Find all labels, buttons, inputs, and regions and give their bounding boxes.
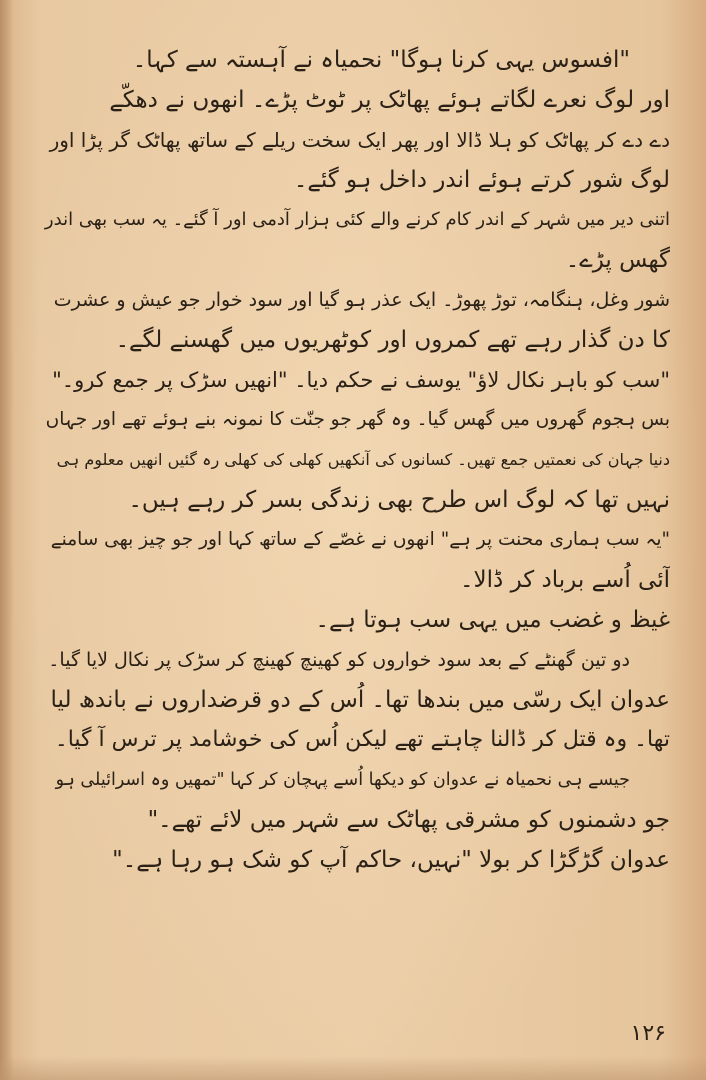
page-body-text bbox=[44, 40, 670, 880]
page-bottom-edge-shadow bbox=[0, 1056, 706, 1080]
text-line: "افسوس یہی کرنا ہوگا" نحمیاہ نے آہستہ سے کہا۔ bbox=[132, 47, 630, 73]
text-line: جیسے ہی نحمیاہ نے عدوان کو دیکھا اُسے پہچان کر کہا "تمھیں وہ اسرائیلی ہو bbox=[55, 770, 630, 790]
text-line: "سب کو باہر نکال لاؤ" یوسف نے حکم دیا۔ "انھیں سڑک پر جمع کرو۔" bbox=[52, 368, 670, 392]
page-number: ۱۲۶ bbox=[630, 1021, 666, 1046]
text-line: گھس پڑے۔ bbox=[565, 247, 670, 273]
text-line: اور لوگ نعرے لگاتے ہوئے پھاٹک پر ٹوٹ پڑے۔ انھوں نے دھکّے bbox=[109, 87, 670, 113]
text-line: عدوان ایک رسّی میں بندھا تھا۔ اُس کے دو قرضداروں نے باندھ لیا bbox=[50, 687, 670, 713]
text-line: تھا۔ وہ قتل کر ڈالنا چاہتے تھے لیکن اُس کی خوشامد پر ترس آ گیا۔ bbox=[54, 727, 670, 752]
page-left-edge-shadow bbox=[0, 0, 14, 1080]
text-line: "یہ سب ہماری محنت پر ہے" انھوں نے غصّے کے ساتھ کہا اور جو چیز بھی سامنے bbox=[50, 529, 670, 550]
text-line: دو تین گھنٹے کے بعد سود خواروں کو کھینچ کھینچ کر سڑک پر نکال لایا گیا۔ bbox=[48, 649, 630, 671]
text-line: شور وغل، ہنگامہ، توڑ پھوڑ۔ ایک عذر ہو گیا اور سود خوار جو عیش و عشرت bbox=[53, 289, 670, 311]
text-line: آئی اُسے برباد کر ڈالا۔ bbox=[460, 567, 670, 593]
text-line: غیظ و غضب میں یہی سب ہوتا ہے۔ bbox=[315, 607, 670, 633]
text-line: نہیں تھا کہ لوگ اس طرح بھی زندگی بسر کر رہے ہیں۔ bbox=[128, 487, 670, 513]
text-line: دنیا جہان کی نعمتیں جمع تھیں۔ کسانوں کی آنکھیں کھلی کی کھلی رہ گئیں انھیں معلوم ہی bbox=[56, 450, 670, 469]
text-line: دے دے کر پھاٹک کو ہلا ڈالا اور پھر ایک سخت ریلے کے ساتھ پھاٹک گر پڑا اور bbox=[49, 128, 670, 152]
text-line: عدوان گڑگڑا کر بولا "نہیں، حاکم آپ کو شک ہو رہا ہے۔" bbox=[112, 847, 670, 873]
text-line: جو دشمنوں کو مشرقی پھاٹک سے شہر میں لائے تھے۔" bbox=[147, 807, 670, 833]
text-line: کا دن گذار رہے تھے کمروں اور کوٹھریوں میں گھسنے لگے۔ bbox=[115, 327, 670, 353]
text-line: بس ہجوم گھروں میں گھس گیا۔ وہ گھر جو جنّت کا نمونہ بنے ہوئے تھے اور جہاں bbox=[45, 409, 670, 430]
text-line: اتنی دیر میں شہر کے اندر کام کرنے والے کئی ہزار آدمی اور آ گئے۔ یہ سب بھی اندر bbox=[44, 209, 670, 230]
text-line: لوگ شور کرتے ہوئے اندر داخل ہو گئے۔ bbox=[293, 167, 670, 193]
